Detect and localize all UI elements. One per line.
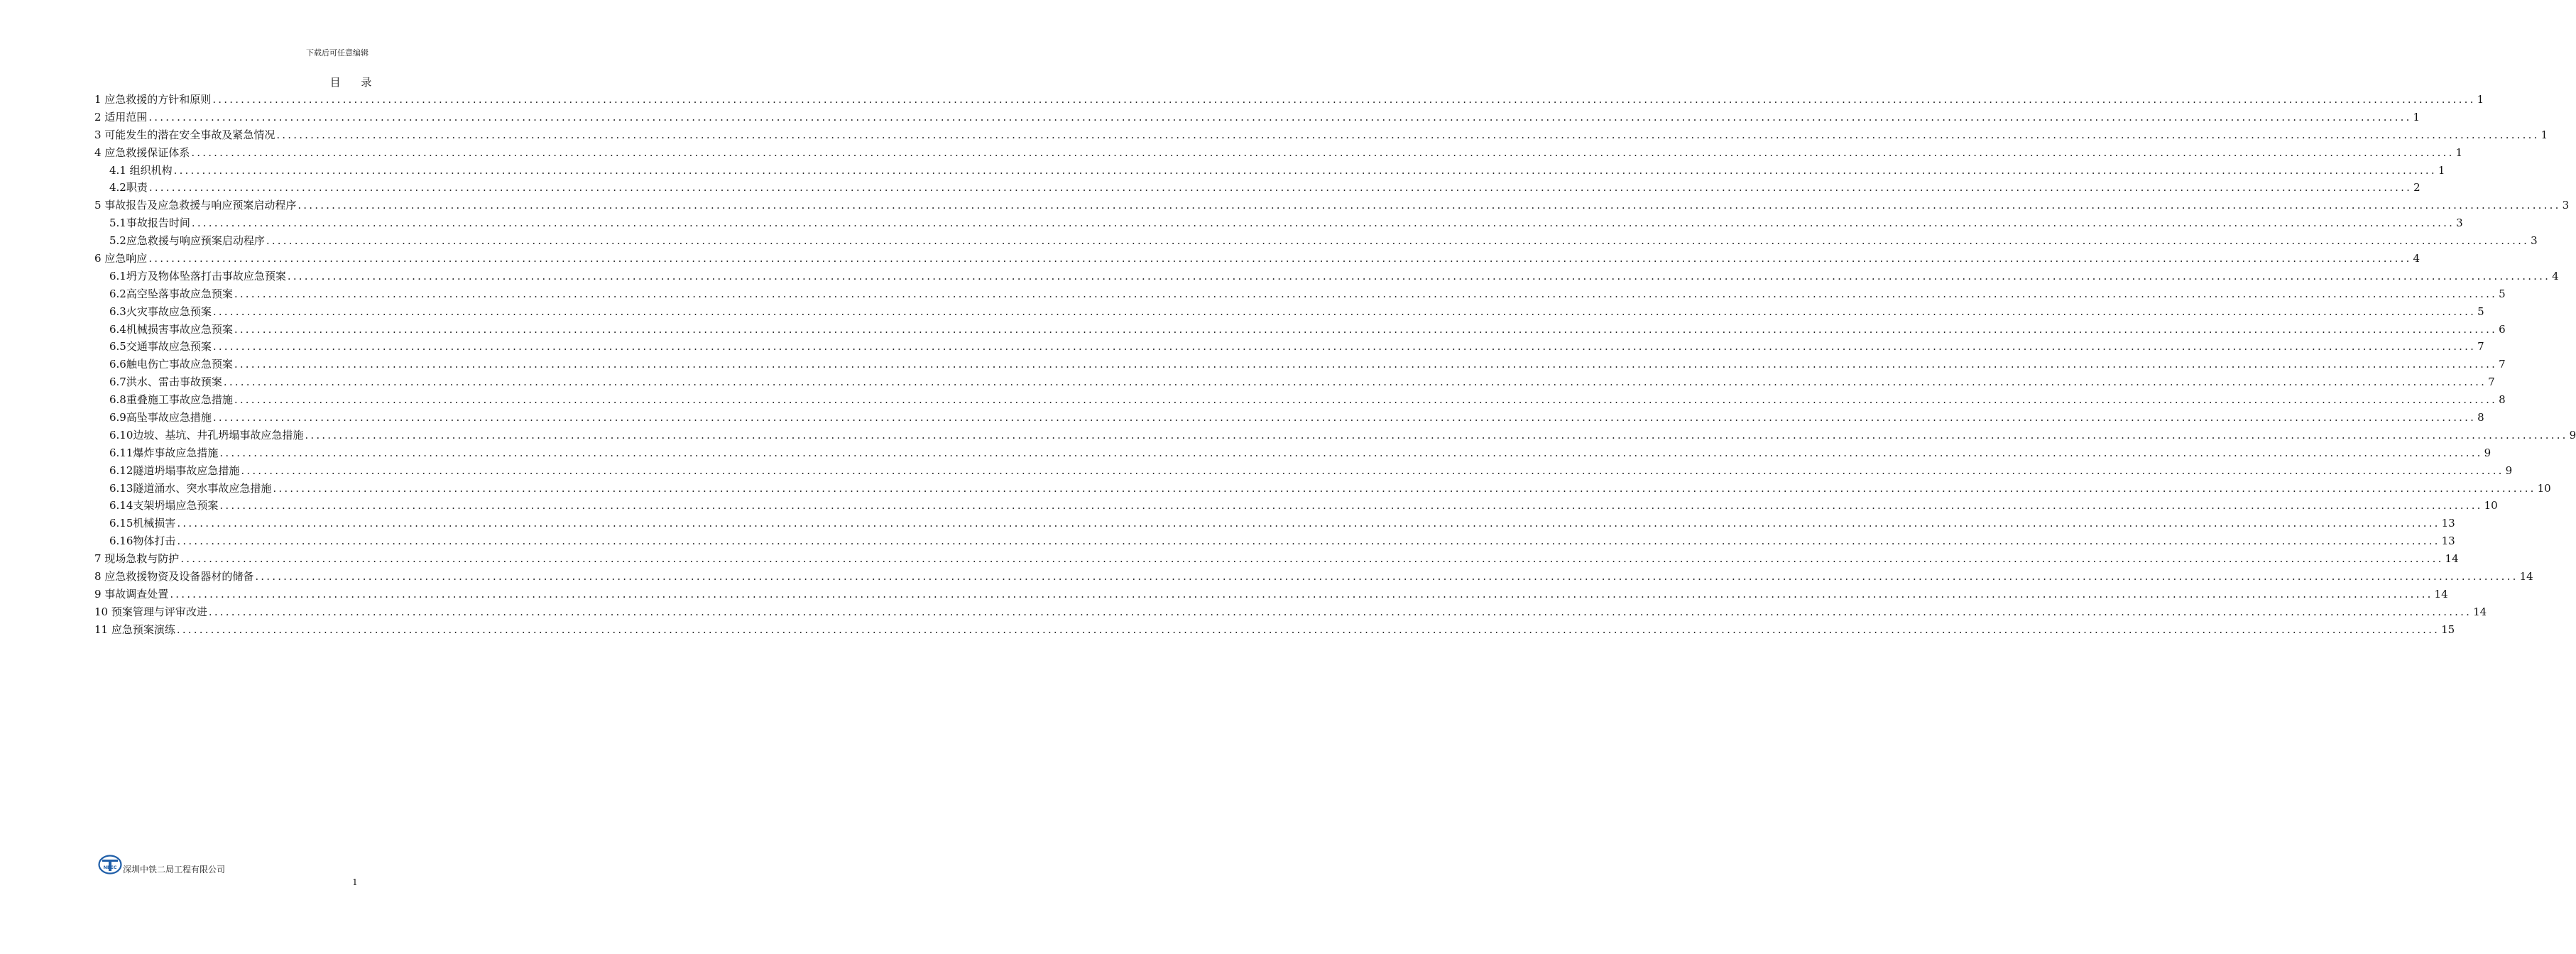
toc-entry-page: 3 xyxy=(2531,234,2538,248)
toc-entry-label: 6.9高坠事故应急措施 xyxy=(109,411,212,424)
toc-entry[interactable] xyxy=(94,373,2495,391)
toc-entry-page: 8 xyxy=(2499,393,2506,407)
toc-entry[interactable] xyxy=(94,338,2484,356)
toc-entry[interactable] xyxy=(94,586,2448,603)
toc-entry[interactable] xyxy=(94,162,2445,180)
toc-entry[interactable] xyxy=(94,515,2455,532)
toc-dot-leader: ................................................................................................................................................................................................................................................................................................................................................................................................................ xyxy=(234,393,2498,407)
toc-entry-label: 2 适用范围 xyxy=(94,110,148,124)
toc-dot-leader: ................................................................................................................................................................................................................................................................................................................................................................................................................ xyxy=(208,605,2472,618)
toc-entry[interactable] xyxy=(94,480,2551,498)
toc-entry[interactable] xyxy=(94,321,2506,339)
toc-entry[interactable] xyxy=(94,568,2533,586)
toc-entry[interactable] xyxy=(94,427,2576,444)
toc-entry[interactable] xyxy=(94,126,2548,144)
toc-entry-label: 10 预案管理与评审改进 xyxy=(94,605,207,618)
toc-entry-page: 4 xyxy=(2413,252,2421,265)
toc-dot-leader: ................................................................................................................................................................................................................................................................................................................................................................................................................ xyxy=(180,552,2444,566)
toc-entry-label: 5 事故报告及应急救援与响应预案启动程序 xyxy=(94,199,297,212)
toc-entry-label: 6.14支架坍塌应急预案 xyxy=(109,499,219,512)
toc-entry[interactable] xyxy=(94,268,2559,285)
toc-entry-page: 3 xyxy=(2562,199,2570,212)
toc-dot-leader: ................................................................................................................................................................................................................................................................................................................................................................................................................ xyxy=(176,623,2440,636)
toc-entry-label: 9 事故调查处置 xyxy=(94,587,169,601)
toc-entry-page: 10 xyxy=(2484,499,2498,512)
toc-entry-page: 14 xyxy=(2434,587,2448,601)
toc-dot-leader: ................................................................................................................................................................................................................................................................................................................................................................................................................ xyxy=(234,358,2498,371)
toc-entry[interactable] xyxy=(94,532,2455,550)
toc-dot-leader: ................................................................................................................................................................................................................................................................................................................................................................................................................ xyxy=(170,587,2433,601)
toc-entry-label: 6.12隧道坍塌事故应急措施 xyxy=(109,464,240,477)
toc-entry-page: 4 xyxy=(2552,269,2559,283)
toc-entry-label: 7 现场急救与防护 xyxy=(94,552,180,566)
toc-dot-leader: ................................................................................................................................................................................................................................................................................................................................................................................................................ xyxy=(234,287,2498,300)
toc-entry[interactable] xyxy=(94,391,2506,409)
toc-entry-label: 6.8重叠施工事故应急措施 xyxy=(109,393,233,407)
toc-dot-leader: ................................................................................................................................................................................................................................................................................................................................................................................................................ xyxy=(305,428,2568,442)
toc-entry-label: 6.15机械损害 xyxy=(109,517,176,530)
toc-dot-leader: ................................................................................................................................................................................................................................................................................................................................................................................................................ xyxy=(177,534,2440,548)
toc-dot-leader: ................................................................................................................................................................................................................................................................................................................................................................................................................ xyxy=(219,499,2483,512)
toc-entry-page: 1 xyxy=(2455,146,2463,159)
toc-entry-page: 1 xyxy=(2413,110,2421,124)
toc-dot-leader: ................................................................................................................................................................................................................................................................................................................................................................................................................ xyxy=(276,128,2540,141)
toc-entry-page: 2 xyxy=(2413,181,2421,194)
toc-dot-leader: ................................................................................................................................................................................................................................................................................................................................................................................................................ xyxy=(212,305,2477,318)
toc-entry[interactable] xyxy=(94,621,2455,639)
toc-entry-page: 15 xyxy=(2441,623,2455,636)
toc-entry[interactable] xyxy=(94,497,2498,515)
toc-entry-label: 6.1坍方及物体坠落打击事故应急预案 xyxy=(109,269,286,283)
toc-entry-label: 11 应急预案演练 xyxy=(94,623,175,636)
toc-dot-leader: ................................................................................................................................................................................................................................................................................................................................................................................................................ xyxy=(241,464,2504,477)
toc-dot-leader: ................................................................................................................................................................................................................................................................................................................................................................................................................ xyxy=(212,411,2477,424)
toc-entry-label: 3 可能发生的潜在安全事故及紧急情况 xyxy=(94,128,275,141)
toc-entry-page: 8 xyxy=(2477,411,2484,424)
toc-entry-page: 5 xyxy=(2477,305,2484,318)
toc-dot-leader: ................................................................................................................................................................................................................................................................................................................................................................................................................ xyxy=(212,340,2477,353)
toc-dot-leader: ................................................................................................................................................................................................................................................................................................................................................................................................................ xyxy=(223,375,2487,389)
toc-entry-label: 6.16物体打击 xyxy=(109,534,176,548)
toc-entry-page: 1 xyxy=(2540,128,2548,141)
toc-entry-page: 13 xyxy=(2441,517,2455,530)
toc-dot-leader: ................................................................................................................................................................................................................................................................................................................................................................................................................ xyxy=(191,216,2455,230)
toc-entry[interactable] xyxy=(94,356,2506,373)
toc-dot-leader: ................................................................................................................................................................................................................................................................................................................................................................................................................ xyxy=(148,252,2412,265)
toc-entry-label: 4.1 组织机构 xyxy=(109,163,173,177)
toc-entry[interactable] xyxy=(94,179,2421,197)
toc-entry-page: 10 xyxy=(2537,481,2551,495)
toc-entry-label: 6.5交通事故应急预案 xyxy=(109,340,212,353)
toc-entry-page: 14 xyxy=(2519,570,2533,583)
toc-entry-label: 5.2应急救援与响应预案启动程序 xyxy=(109,234,265,248)
toc-entry[interactable] xyxy=(94,214,2463,232)
toc-entry[interactable] xyxy=(94,603,2487,621)
toc-dot-leader: ................................................................................................................................................................................................................................................................................................................................................................................................................ xyxy=(212,93,2476,106)
toc-entry[interactable] xyxy=(94,144,2463,162)
toc-entry-page: 9 xyxy=(2505,464,2513,477)
toc-dot-leader: ................................................................................................................................................................................................................................................................................................................................................................................................................ xyxy=(266,234,2530,248)
toc-entry[interactable] xyxy=(94,250,2421,268)
toc-entry-page: 7 xyxy=(2488,375,2495,389)
toc-entry-label: 5.1事故报告时间 xyxy=(109,216,190,230)
toc-entry-label: 4 应急救援保证体系 xyxy=(94,146,190,159)
toc-entry-page: 14 xyxy=(2445,552,2459,566)
toc-entry-label: 6.7洪水、雷击事故预案 xyxy=(109,375,222,389)
toc-dot-leader: ................................................................................................................................................................................................................................................................................................................................................................................................................ xyxy=(191,146,2455,159)
toc-entry[interactable] xyxy=(94,285,2506,303)
toc-entry-label: 6.13隧道涌水、突水事故应急措施 xyxy=(109,481,272,495)
logo-text: NEEC xyxy=(103,865,117,870)
footer-company: 深圳中铁二局工程有限公司 xyxy=(123,865,226,874)
toc-entry[interactable] xyxy=(94,91,2484,109)
toc-entry-label: 4.2职责 xyxy=(109,181,148,194)
toc-entry-page: 14 xyxy=(2473,605,2487,618)
toc-entry-page: 1 xyxy=(2477,93,2484,106)
toc-entry[interactable] xyxy=(94,109,2421,126)
toc-entry-label: 8 应急救援物资及设备器材的储备 xyxy=(94,570,254,583)
toc-dot-leader: ................................................................................................................................................................................................................................................................................................................................................................................................................ xyxy=(148,181,2413,194)
toc-dot-leader: ................................................................................................................................................................................................................................................................................................................................................................................................................ xyxy=(287,269,2551,283)
toc-entry-page: 7 xyxy=(2477,340,2484,353)
toc-entry[interactable] xyxy=(94,197,2570,214)
toc-dot-leader: ................................................................................................................................................................................................................................................................................................................................................................................................................ xyxy=(255,570,2518,583)
toc-entry-page: 13 xyxy=(2441,534,2455,548)
table-of-contents xyxy=(94,91,2576,639)
toc-entry-page: 3 xyxy=(2456,216,2463,230)
toc-dot-leader: ................................................................................................................................................................................................................................................................................................................................................................................................................ xyxy=(234,322,2498,336)
toc-entry[interactable] xyxy=(94,444,2492,462)
toc-dot-leader: ................................................................................................................................................................................................................................................................................................................................................................................................................ xyxy=(148,110,2412,124)
header-note: 下载后可任意编辑 xyxy=(306,48,369,57)
toc-entry-page: 7 xyxy=(2499,358,2506,371)
toc-entry-label: 6 应急响应 xyxy=(94,252,148,265)
toc-entry[interactable] xyxy=(94,303,2484,321)
toc-entry[interactable] xyxy=(94,462,2513,480)
toc-entry-label: 6.4机械损害事故应急预案 xyxy=(109,322,233,336)
toc-title: 目 录 xyxy=(329,76,381,89)
toc-entry-label: 6.10边坡、基坑、井孔坍塌事故应急措施 xyxy=(109,428,304,442)
company-logo-icon xyxy=(98,854,122,875)
toc-entry-label: 1 应急救援的方针和原则 xyxy=(94,93,212,106)
toc-entry-label: 6.3火灾事故应急预案 xyxy=(109,305,212,318)
toc-entry-label: 6.2高空坠落事故应急预案 xyxy=(109,287,233,300)
toc-entry-page: 9 xyxy=(2484,446,2492,459)
toc-entry[interactable] xyxy=(94,232,2538,250)
toc-entry[interactable] xyxy=(94,409,2484,427)
toc-entry-page: 1 xyxy=(2438,163,2445,177)
toc-entry[interactable] xyxy=(94,550,2459,568)
toc-entry-label: 6.11爆炸事故应急措施 xyxy=(109,446,219,459)
toc-entry-page: 6 xyxy=(2499,322,2506,336)
toc-dot-leader: ................................................................................................................................................................................................................................................................................................................................................................................................................ xyxy=(273,481,2536,495)
toc-dot-leader: ................................................................................................................................................................................................................................................................................................................................................................................................................ xyxy=(298,199,2561,212)
toc-dot-leader: ................................................................................................................................................................................................................................................................................................................................................................................................................ xyxy=(219,446,2483,459)
toc-entry-page: 5 xyxy=(2499,287,2506,300)
toc-entry-page: 9 xyxy=(2569,428,2576,442)
toc-dot-leader: ................................................................................................................................................................................................................................................................................................................................................................................................................ xyxy=(173,163,2437,177)
footer-page-number: 1 xyxy=(352,877,358,887)
toc-dot-leader: ................................................................................................................................................................................................................................................................................................................................................................................................................ xyxy=(177,517,2440,530)
toc-entry-label: 6.6触电伤亡事故应急预案 xyxy=(109,358,233,371)
